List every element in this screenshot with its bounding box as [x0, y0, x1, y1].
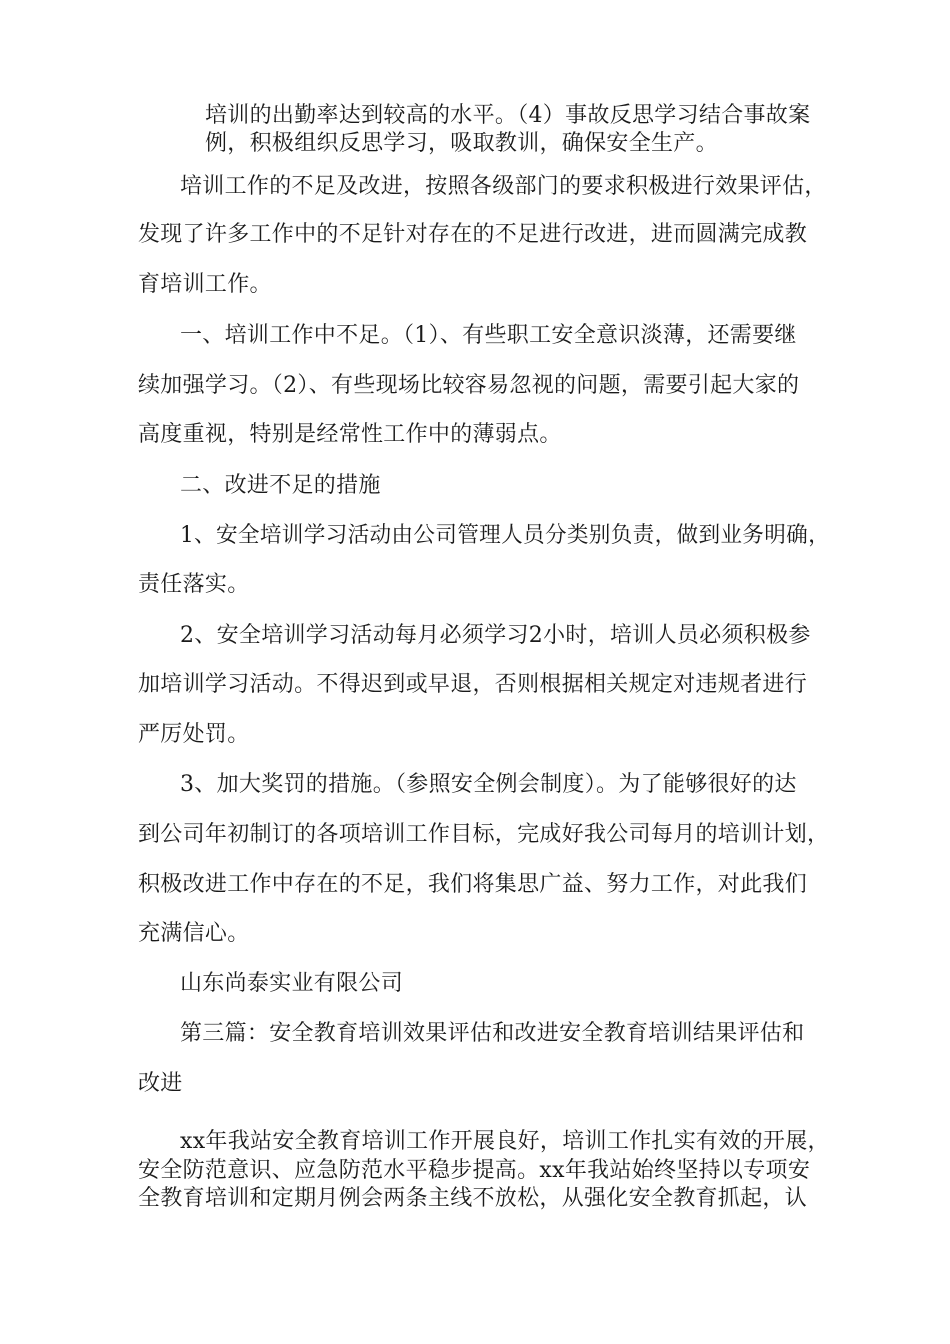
text-line: 充满信心。 [138, 921, 250, 946]
text-line: 培训工作的不足及改进，按照各级部门的要求积极进行效果评估， [180, 174, 827, 199]
text-line: 例，积极组织反思学习，吸取教训，确保安全生产。 [205, 131, 718, 156]
text-line: 责任落实。 [138, 572, 250, 597]
text-line: 3、加大奖罚的措施。（参照安全例会制度）。为了能够很好的达 [180, 772, 797, 797]
text-line: 1、安全培训学习活动由公司管理人员分类别负责，做到业务明确， [180, 523, 831, 548]
text-line: 发现了许多工作中的不足针对存在的不足进行改进，进而圆满完成教 [138, 222, 808, 247]
text-line: 安全防范意识、应急防范水平稳步提高。xx年我站始终坚持以专项安 [138, 1158, 811, 1183]
text-line: 一、培训工作中不足。（1）、有些职工安全意识淡薄，还需要继 [180, 323, 797, 348]
text-line: 到公司年初制订的各项培训工作目标，完成好我公司每月的培训计划， [138, 822, 830, 847]
text-line: 全教育培训和定期月例会两条主线不放松，从强化安全教育抓起，认 [138, 1186, 808, 1211]
chapter-title: 第三篇：安全教育培训效果评估和改进安全教育培训结果评估和 [180, 1021, 805, 1046]
text-line: 严厉处罚。 [138, 722, 250, 747]
text-line: 高度重视，特别是经常性工作中的薄弱点。 [138, 422, 562, 447]
company-name: 山东尚泰实业有限公司 [180, 971, 404, 996]
text-line: xx年我站安全教育培训工作开展良好，培训工作扎实有效的开展， [180, 1129, 830, 1154]
text-line: 积极改进工作中存在的不足，我们将集思广益、努力工作，对此我们 [138, 872, 808, 897]
text-line: 育培训工作。 [138, 272, 272, 297]
text-line: 培训的出勤率达到较高的水平。（4）事故反思学习结合事故案 [205, 103, 811, 128]
section-heading: 二、改进不足的措施 [180, 473, 381, 498]
text-line: 续加强学习。（2）、有些现场比较容易忽视的问题，需要引起大家的 [138, 373, 800, 398]
chapter-title: 改进 [138, 1071, 183, 1096]
text-line: 加培训学习活动。不得迟到或早退，否则根据相关规定对违规者进行 [138, 672, 808, 697]
text-line: 2、安全培训学习活动每月必须学习2小时，培训人员必须积极参 [180, 623, 811, 648]
